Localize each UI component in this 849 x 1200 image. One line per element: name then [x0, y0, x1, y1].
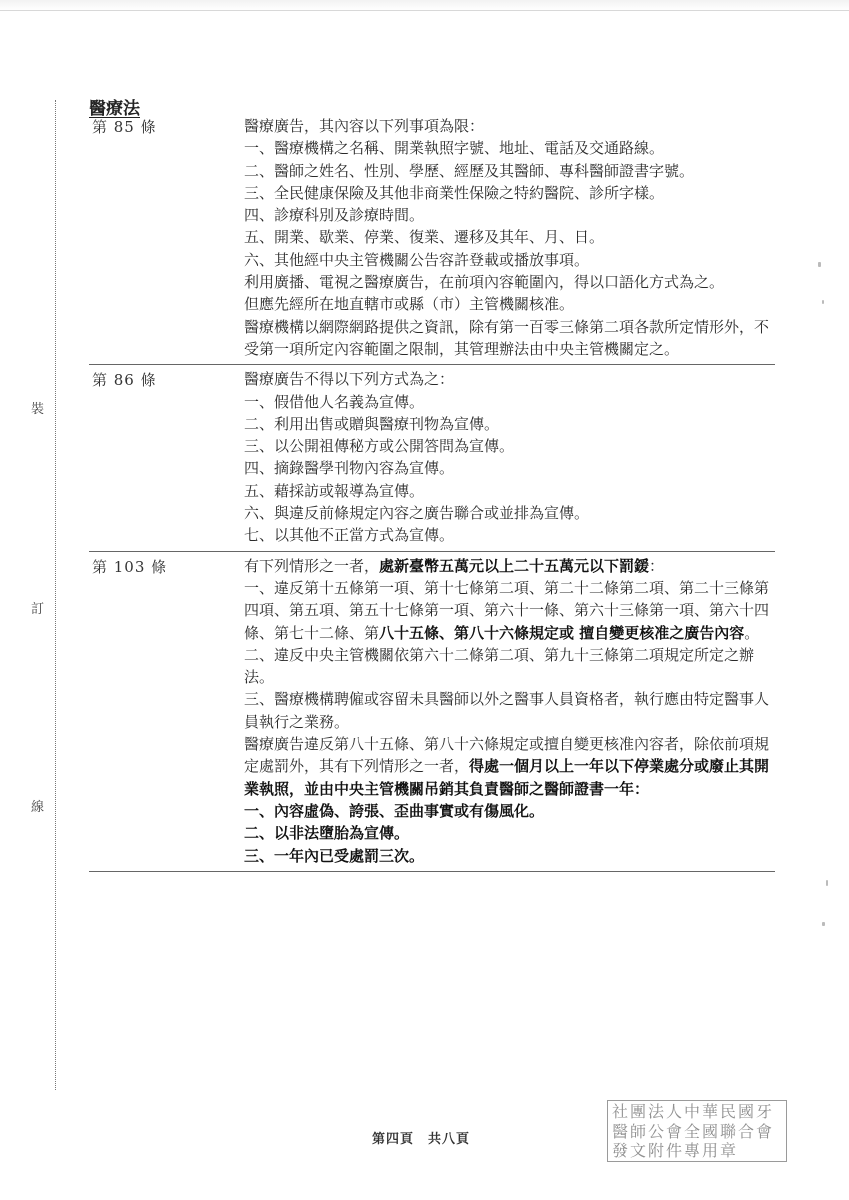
text-segment: 五、開業、歇業、停業、復業、遷移及其年、月、日。	[244, 228, 605, 247]
article-text	[244, 368, 775, 546]
text-segment: 醫療廣告違反第八十五條、第八十六條規定或擅自變更核准內容者，除依前項規定處罰外，其有下列情形之一者，	[244, 735, 770, 776]
binding-dotted-line	[55, 100, 56, 1090]
stamp-line-3: 發文附件專用章	[612, 1141, 739, 1160]
binding-mark-xian: 線	[31, 800, 45, 815]
article-row	[89, 365, 775, 551]
article-number: 第 103 條	[92, 557, 168, 576]
page-number: 第四頁 共八頁	[372, 1132, 471, 1147]
article-text	[244, 115, 775, 360]
article-paragraph	[244, 822, 775, 844]
text-segment: 四、診療科別及診療時間。	[244, 206, 425, 225]
scan-speck	[822, 922, 825, 926]
text-segment: 一、醫療機構之名稱、開業執照字號、地址、電話及交通路線。	[244, 139, 665, 158]
text-segment: 七、以其他不正當方式為宣傳。	[244, 526, 455, 545]
bold-text-segment: 處新臺幣五萬元以上二十五萬元以下罰鍰	[379, 556, 650, 575]
article-paragraph	[244, 271, 775, 293]
text-segment: 三、全民健康保險及其他非商業性保險之特約醫院、診所字樣。	[244, 183, 665, 202]
article-paragraph	[244, 182, 775, 204]
bold-text-segment: 二、以非法墮胎為宣傳。	[244, 824, 410, 843]
text-segment: 六、其他經中央主管機關公告容許登載或播放事項。	[244, 250, 590, 269]
article-paragraph	[244, 160, 775, 182]
scan-speck	[826, 880, 828, 886]
text-segment: 一、違反第十五條第一項、第十七條第二項、第二十二條第二項、第二十三條第四項、第五項、第五十七條第一項、第六十一條、第六十三條第一項、第六十四條、第七十二條、第	[244, 578, 770, 642]
document-title: 醫療法	[89, 99, 140, 119]
article-paragraph	[244, 457, 775, 479]
article-paragraph	[244, 204, 775, 226]
official-seal-stamp	[607, 1100, 787, 1162]
binding-mark-zhuang: 裝	[31, 402, 45, 417]
articles-table	[89, 112, 775, 872]
article-paragraph	[244, 293, 775, 315]
article-paragraph	[244, 368, 775, 390]
article-number: 第 85 條	[92, 118, 157, 136]
bold-text-segment: 得處一個月以上一年以下停業處分或廢止其開業執照，並由中央主管機關吊銷其負責醫師之醫師證書一年：	[244, 757, 770, 798]
article-paragraph	[244, 226, 775, 248]
article-paragraph	[244, 688, 775, 733]
text-segment: 醫療廣告不得以下列方式為之：	[244, 370, 455, 389]
binding-mark-ding: 訂	[31, 602, 45, 617]
bold-text-segment: 一、內容虛偽、誇張、歪曲事實或有傷風化。	[244, 801, 545, 820]
article-paragraph	[244, 316, 775, 361]
text-segment: 醫療機構以網際網路提供之資訊，除有第一百零三條第二項各款所定情形外，不受第一項所定內容範圍之限制，其管理辦法由中央主管機關定之。	[244, 317, 770, 358]
text-segment: 一、假借他人名義為宣傳。	[244, 392, 425, 411]
text-segment: 二、醫師之姓名、性別、學歷、經歷及其醫師、專科醫師證書字號。	[244, 161, 695, 180]
text-segment: 二、違反中央主管機關依第六十二條第二項、第九十三條第二項規定所定之辦法。	[244, 645, 755, 687]
article-paragraph	[244, 577, 775, 644]
article-paragraph	[244, 391, 775, 413]
article-paragraph	[244, 524, 775, 546]
text-segment: 六、與違反前條規定內容之廣告聯合或並排為宣傳。	[244, 504, 590, 523]
scan-speck	[818, 262, 821, 267]
page-top-edge	[0, 0, 849, 11]
article-row	[89, 112, 775, 365]
article-text	[244, 555, 775, 867]
text-segment: 醫療廣告，其內容以下列事項為限：	[244, 117, 485, 135]
bold-text-segment: 三、一年內已受處罰三次。	[244, 846, 425, 865]
scan-speck	[822, 300, 824, 304]
stamp-line-2: 醫師公會全國聯合會	[612, 1121, 775, 1141]
text-segment: 利用廣播、電視之醫療廣告，在前項內容範圍內，得以口語化方式為之。	[244, 273, 725, 292]
text-segment: 有下列情形之一者，	[244, 556, 380, 575]
article-number: 第 86 條	[92, 371, 157, 390]
article-paragraph	[244, 644, 775, 689]
bold-text-segment: 八十五條、第八十六條規定或 擅自變更核准之廣告內容	[379, 623, 745, 642]
article-paragraph	[244, 502, 775, 524]
text-segment: 三、醫療機構聘僱或容留未具醫師以外之醫事人員資格者，執行應由特定醫事人員執行之業務。	[244, 690, 770, 731]
article-paragraph	[244, 733, 775, 800]
article-row	[89, 552, 775, 872]
article-paragraph	[244, 435, 775, 457]
text-segment: 二、利用出售或贈與醫療刊物為宣傳。	[244, 414, 500, 433]
text-segment: 五、藉採訪或報導為宣傳。	[244, 481, 425, 500]
article-paragraph	[244, 845, 775, 867]
text-segment: 。	[744, 623, 760, 642]
article-paragraph	[244, 413, 775, 435]
text-segment: 四、摘錄醫學刊物內容為宣傳。	[244, 459, 455, 478]
article-paragraph	[244, 800, 775, 822]
text-segment: 但應先經所在地直轄市或縣（市）主管機關核准。	[244, 295, 575, 314]
stamp-line-1: 社團法人中華民國牙	[612, 1102, 775, 1121]
text-segment: ：	[649, 556, 665, 575]
article-paragraph	[244, 137, 775, 159]
text-segment: 三、以公開祖傳秘方或公開答問為宣傳。	[244, 437, 515, 456]
article-paragraph	[244, 249, 775, 271]
article-paragraph	[244, 480, 775, 502]
article-paragraph	[244, 115, 775, 137]
article-paragraph	[244, 555, 775, 577]
